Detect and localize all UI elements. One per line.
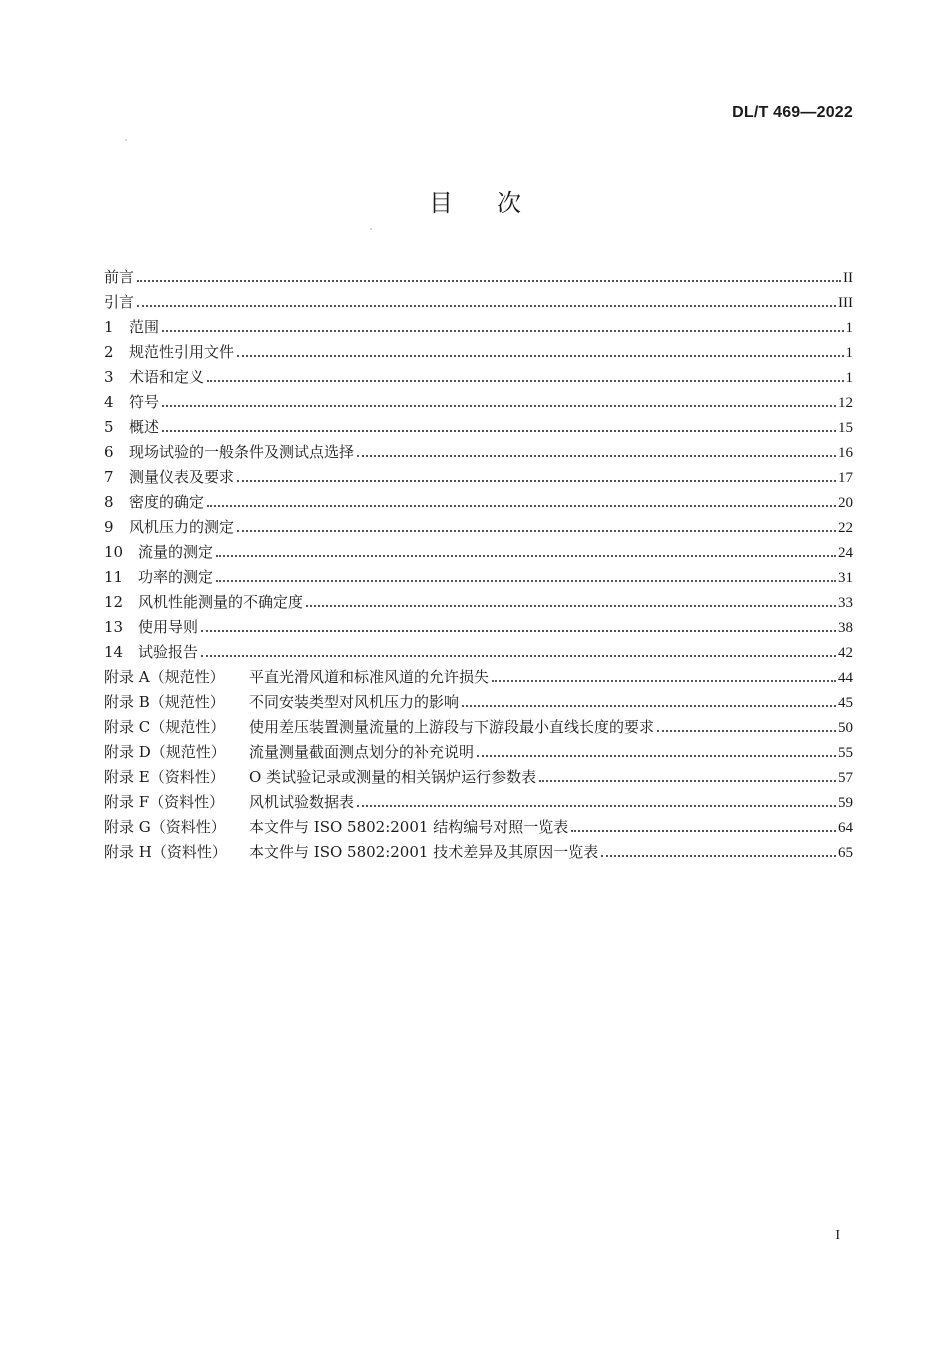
toc-entry[interactable] bbox=[104, 490, 853, 515]
toc-leader-dots bbox=[492, 680, 836, 682]
toc-entry[interactable] bbox=[104, 340, 853, 365]
toc-entry-page: 59 bbox=[838, 795, 853, 811]
toc-entry-page: II bbox=[843, 270, 853, 286]
toc-entry-title: 规范性引用文件 bbox=[129, 343, 235, 361]
toc-entry-title: 现场试验的一般条件及测试点选择 bbox=[129, 443, 355, 461]
toc-entry[interactable] bbox=[104, 315, 853, 340]
toc-appendix-label: 附录 C（规范性） bbox=[104, 718, 226, 736]
toc-leader-dots bbox=[237, 355, 843, 357]
toc-entry-title: 测量仪表及要求 bbox=[129, 468, 235, 486]
toc-entry[interactable] bbox=[104, 440, 853, 465]
toc-leader-dots bbox=[357, 455, 836, 457]
toc-leader-dots bbox=[162, 430, 836, 432]
toc-entry-title: 功率的测定 bbox=[138, 568, 214, 586]
toc-entry[interactable] bbox=[104, 665, 853, 690]
toc-leader-dots bbox=[539, 780, 836, 782]
toc-heading-char-1: 目 bbox=[429, 189, 453, 217]
toc-entry-title: 风机试验数据表 bbox=[249, 793, 355, 811]
toc-entry-title: 流量测量截面测点划分的补充说明 bbox=[249, 743, 475, 761]
toc-entry-page: 1 bbox=[845, 345, 853, 361]
toc-leader-dots bbox=[216, 555, 836, 557]
toc-entry-page: 42 bbox=[838, 645, 853, 661]
toc-entry-page: 22 bbox=[838, 520, 853, 536]
table-of-contents bbox=[104, 265, 853, 865]
toc-entry[interactable] bbox=[104, 615, 853, 640]
toc-entry[interactable] bbox=[104, 840, 853, 865]
toc-entry-title: 范围 bbox=[129, 318, 160, 336]
toc-entry-number: 9 bbox=[104, 518, 114, 536]
toc-entry-page: 55 bbox=[838, 745, 853, 761]
toc-leader-dots bbox=[137, 305, 836, 307]
toc-entry-page: 24 bbox=[838, 545, 853, 561]
toc-leader-dots bbox=[237, 530, 836, 532]
toc-entry-title: 概述 bbox=[129, 418, 160, 436]
toc-entry[interactable] bbox=[104, 590, 853, 615]
toc-entry-page: 33 bbox=[838, 595, 853, 611]
toc-entry-page: III bbox=[838, 295, 853, 311]
toc-entry-title: 本文件与 ISO 5802:2001 技术差异及其原因一览表 bbox=[249, 843, 599, 861]
toc-entry-page: 1 bbox=[845, 320, 853, 336]
toc-leader-dots bbox=[237, 480, 836, 482]
toc-entry-title: 使用差压装置测量流量的上游段与下游段最小直线长度的要求 bbox=[249, 718, 655, 736]
toc-entry[interactable] bbox=[104, 740, 853, 765]
toc-leader-dots bbox=[207, 380, 843, 382]
toc-entry[interactable] bbox=[104, 465, 853, 490]
toc-entry-number: 11 bbox=[104, 568, 124, 586]
toc-appendix-label: 附录 A（规范性） bbox=[104, 668, 225, 686]
toc-appendix-label: 附录 D（规范性） bbox=[104, 743, 226, 761]
toc-heading bbox=[0, 183, 950, 218]
toc-leader-dots bbox=[137, 280, 841, 282]
toc-appendix-label: 附录 F（资料性） bbox=[104, 793, 225, 811]
toc-entry[interactable] bbox=[104, 515, 853, 540]
toc-entry[interactable] bbox=[104, 690, 853, 715]
toc-entry-page: 38 bbox=[838, 620, 853, 636]
toc-entry-number: 7 bbox=[104, 468, 114, 486]
toc-entry-title: 风机性能测量的不确定度 bbox=[138, 593, 304, 611]
toc-entry-title: 符号 bbox=[129, 393, 160, 411]
toc-leader-dots bbox=[306, 605, 836, 607]
toc-entry-page: 65 bbox=[838, 845, 853, 861]
toc-entry-page: 17 bbox=[838, 470, 853, 486]
toc-leader-dots bbox=[162, 405, 836, 407]
toc-entry[interactable] bbox=[104, 365, 853, 390]
toc-entry-number: 5 bbox=[104, 418, 114, 436]
toc-entry-number: 13 bbox=[104, 618, 124, 636]
toc-leader-dots bbox=[162, 330, 843, 332]
toc-leader-dots bbox=[216, 580, 836, 582]
toc-entry-page: 44 bbox=[838, 670, 853, 686]
toc-entry-title: O 类试验记录或测量的相关锅炉运行参数表 bbox=[249, 768, 537, 786]
toc-leader-dots bbox=[657, 730, 836, 732]
toc-leader-dots bbox=[201, 655, 836, 657]
toc-entry-number: 12 bbox=[104, 593, 124, 611]
document-code: DL/T 469—2022 bbox=[732, 104, 853, 121]
toc-entry-page: 50 bbox=[838, 720, 853, 736]
toc-leader-dots bbox=[477, 755, 836, 757]
toc-entry-title: 本文件与 ISO 5802:2001 结构编号对照一览表 bbox=[249, 818, 569, 836]
toc-entry[interactable] bbox=[104, 390, 853, 415]
toc-entry-number: 4 bbox=[104, 393, 114, 411]
toc-entry[interactable] bbox=[104, 640, 853, 665]
toc-entry-title: 试验报告 bbox=[138, 643, 199, 661]
toc-entry-page: 20 bbox=[838, 495, 853, 511]
toc-entry[interactable] bbox=[104, 290, 853, 315]
toc-entry[interactable] bbox=[104, 790, 853, 815]
toc-leader-dots bbox=[601, 855, 836, 857]
toc-entry-title: 不同安装类型对风机压力的影响 bbox=[249, 693, 460, 711]
toc-appendix-label: 附录 E（资料性） bbox=[104, 768, 225, 786]
toc-leader-dots bbox=[462, 705, 836, 707]
toc-entry-page: 12 bbox=[838, 395, 853, 411]
toc-entry-title: 使用导则 bbox=[138, 618, 199, 636]
toc-entry-title: 术语和定义 bbox=[129, 368, 205, 386]
toc-entry-page: 31 bbox=[838, 570, 853, 586]
toc-entry[interactable] bbox=[104, 765, 853, 790]
toc-heading-char-2: 次 bbox=[497, 189, 521, 217]
toc-entry-number: 3 bbox=[104, 368, 114, 386]
page-number: I bbox=[835, 1228, 840, 1243]
toc-leader-dots bbox=[201, 630, 836, 632]
toc-entry-number: 1 bbox=[104, 318, 114, 336]
toc-entry-page: 1 bbox=[845, 370, 853, 386]
toc-entry-number: 10 bbox=[104, 543, 124, 561]
toc-leader-dots bbox=[571, 830, 836, 832]
toc-entry-title: 风机压力的测定 bbox=[129, 518, 235, 536]
toc-entry-title: 密度的确定 bbox=[129, 493, 205, 511]
toc-entry-number: 2 bbox=[104, 343, 114, 361]
toc-entry-page: 57 bbox=[838, 770, 853, 786]
toc-entry[interactable] bbox=[104, 540, 853, 565]
toc-entry-number: 6 bbox=[104, 443, 114, 461]
toc-leader-dots bbox=[207, 505, 836, 507]
toc-entry-title: 引言 bbox=[104, 293, 135, 311]
toc-entry[interactable] bbox=[104, 415, 853, 440]
toc-entry-title: 平直光滑风道和标准风道的允许损失 bbox=[249, 668, 490, 686]
toc-entry-page: 16 bbox=[838, 445, 853, 461]
toc-appendix-label: 附录 B（规范性） bbox=[104, 693, 225, 711]
toc-entry[interactable] bbox=[104, 265, 853, 290]
toc-appendix-label: 附录 H（资料性） bbox=[104, 843, 227, 861]
toc-leader-dots bbox=[357, 805, 836, 807]
toc-entry[interactable] bbox=[104, 565, 853, 590]
toc-entry-page: 45 bbox=[838, 695, 853, 711]
toc-appendix-label: 附录 G（资料性） bbox=[104, 818, 226, 836]
toc-entry[interactable] bbox=[104, 815, 853, 840]
toc-entry[interactable] bbox=[104, 715, 853, 740]
toc-entry-number: 8 bbox=[104, 493, 114, 511]
toc-entry-number: 14 bbox=[104, 643, 124, 661]
toc-entry-title: 流量的测定 bbox=[138, 543, 214, 561]
toc-entry-title: 前言 bbox=[104, 268, 135, 286]
toc-entry-page: 15 bbox=[838, 420, 853, 436]
toc-entry-page: 64 bbox=[838, 820, 853, 836]
